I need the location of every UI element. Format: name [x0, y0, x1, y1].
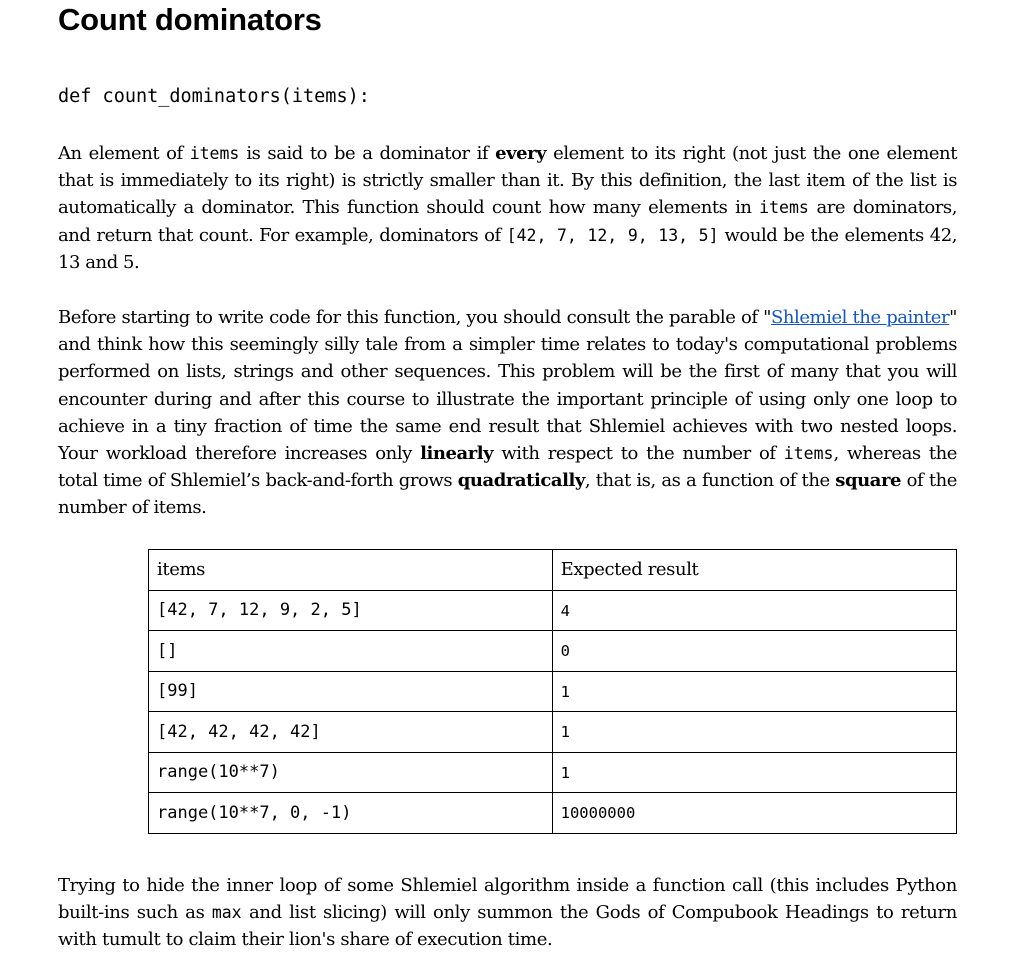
cell-expected: 0 — [560, 642, 570, 661]
text: are dominators, and return that count. For example, dominators of — [58, 197, 957, 246]
bold-linearly: linearly — [420, 443, 494, 465]
cell-expected: 1 — [560, 763, 570, 782]
table-row — [149, 590, 957, 631]
code-max: max — [211, 903, 242, 923]
table-cell — [149, 712, 553, 753]
text: Trying to hide the inner loop of some Shlemiel algorithm inside a function call (this includes Python built-ins such as — [58, 875, 957, 924]
cell-items: [42, 42, 42, 42] — [157, 721, 321, 742]
cell-expected: 1 — [560, 723, 570, 742]
table-row — [149, 752, 957, 793]
table-cell — [552, 631, 956, 672]
table-cell — [552, 712, 956, 753]
table-header-row — [149, 550, 957, 591]
code-items: items — [759, 198, 809, 218]
bold-quadratically: quadratically — [457, 470, 585, 492]
text: would be the elements 42, 13 and 5. — [58, 224, 957, 273]
cell-items: range(10**7, 0, -1) — [157, 802, 352, 823]
table-cell — [552, 590, 956, 631]
text: An element of — [58, 143, 190, 164]
table-cell — [552, 752, 956, 793]
page-title: Count dominators — [58, 2, 322, 37]
header-cell — [149, 550, 553, 591]
shlemiel-paragraph — [58, 304, 957, 522]
bold-square: square — [835, 470, 902, 492]
header-items: items — [157, 559, 205, 581]
bold-every: every — [495, 143, 547, 164]
text: is said to be a dominator if — [239, 143, 496, 164]
cell-items: [99] — [157, 681, 198, 702]
cell-expected: 4 — [560, 601, 570, 620]
text: and list slicing) will only summon the Gods of Compubook Headings to return with tumult to claim their lion's share of execution time. — [58, 902, 958, 951]
text: of the number of items. — [58, 470, 957, 519]
cell-expected: 10000000 — [560, 804, 636, 823]
text: , that is, as a function of the — [584, 470, 836, 492]
table-row — [149, 631, 957, 672]
table-cell — [149, 590, 553, 631]
table-row — [149, 671, 957, 712]
text: with respect to the number of — [493, 443, 784, 465]
code-example-list: [42, 7, 12, 9, 13, 5] — [506, 225, 719, 245]
closing-paragraph — [58, 872, 957, 954]
header-expected-result: Expected result — [560, 559, 699, 581]
table-row — [149, 712, 957, 753]
table-cell — [149, 752, 553, 793]
description-paragraph — [58, 140, 957, 276]
cell-items: [] — [157, 640, 178, 661]
shlemiel-the-painter-link[interactable]: Shlemiel the painter — [770, 307, 950, 328]
text: Before starting to write code for this function, you should consult the parable of " — [58, 307, 771, 328]
table-cell — [552, 793, 956, 834]
cell-items: range(10**7) — [157, 762, 280, 783]
test-cases-table — [148, 549, 957, 834]
table-cell — [149, 631, 553, 672]
table-cell — [552, 671, 956, 712]
table-cell — [149, 793, 553, 834]
table-cell — [149, 671, 553, 712]
function-signature: def count_dominators(items): — [58, 86, 370, 107]
text: " and think how this seemingly silly tale from a simpler time relates to today's computational problems performed on lists, strings and other sequences. This problem will be the first of many that you will encounter during and after this course to illustrate the important principle of using only one loop to achieve in a tiny fraction of time the same end result that Shlemiel achieves with two nested loops. Your workload therefore increases only — [58, 307, 957, 465]
code-items: items — [783, 444, 834, 464]
code-items: items — [189, 144, 240, 163]
text: element to its right (not just the one element that is immediately to its right) is strictly smaller than it. By this definition, the last item of the list is automatically a dominator. This function should count how many elements in — [58, 143, 957, 219]
cell-expected: 1 — [560, 682, 570, 701]
header-cell — [552, 550, 956, 591]
cell-items: [42, 7, 12, 9, 2, 5] — [157, 600, 362, 621]
table-row — [149, 793, 957, 834]
text: , whereas the total time of Shlemiel’s back-and-forth grows — [58, 443, 957, 492]
